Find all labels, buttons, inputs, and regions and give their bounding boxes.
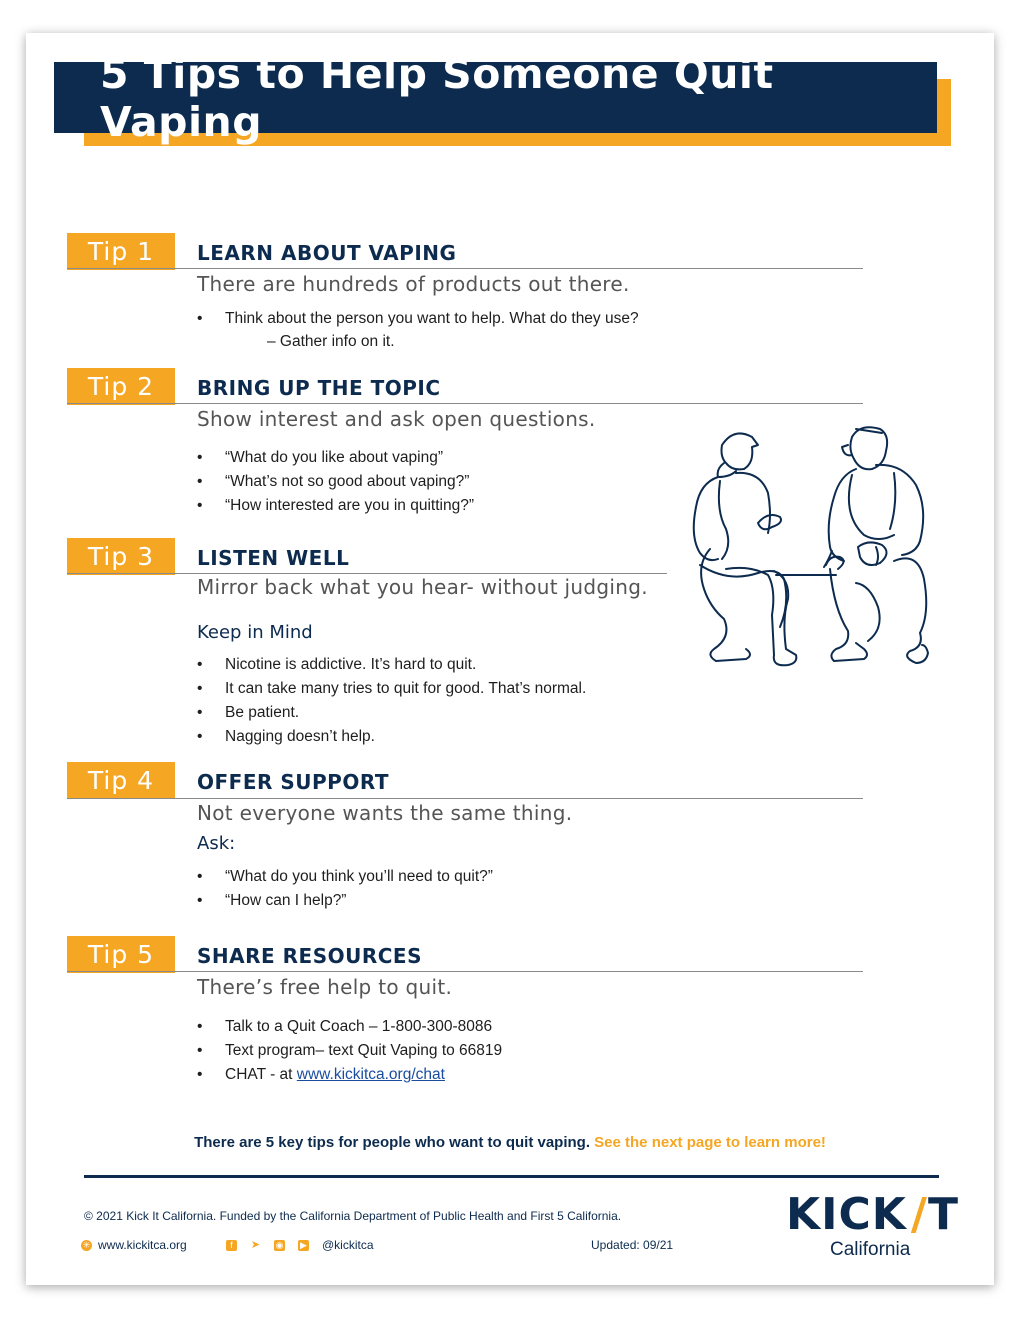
list-item: • Think about the person you want to help. What do they use? xyxy=(197,307,639,331)
list-item: • “How interested are you in quitting?” xyxy=(197,494,474,518)
copyright-text: © 2021 Kick It California. Funded by the California Department of Public Health and First 5 California. xyxy=(84,1209,622,1223)
tip-4-list xyxy=(197,865,493,913)
website-row xyxy=(81,1238,187,1252)
footer-note-text: There are 5 key tips for people who want to quit vaping. xyxy=(194,1134,590,1151)
tip-5-divider xyxy=(67,971,863,972)
globe-icon: ✳ xyxy=(82,1239,91,1250)
website-link[interactable]: www.kickitca.org xyxy=(98,1238,187,1252)
list-item: • “How can I help?” xyxy=(197,889,493,913)
two-people-talking-illustration xyxy=(680,415,940,675)
facebook-icon[interactable]: f xyxy=(226,1240,237,1251)
footer-divider xyxy=(84,1175,939,1178)
updated-date: Updated: 09/21 xyxy=(591,1238,674,1252)
tip-1-sub-item: – Gather info on it. xyxy=(267,333,395,350)
tip-4-divider xyxy=(67,798,863,799)
tip-3-divider xyxy=(67,573,667,574)
tip-5-list xyxy=(197,1015,502,1087)
list-item: • “What’s not so good about vaping?” xyxy=(197,470,474,494)
title-banner xyxy=(54,49,937,146)
list-item: • “What do you think you’ll need to quit?” xyxy=(197,865,493,889)
tip-5-subheading: There’s free help to quit. xyxy=(197,975,453,999)
tip-2-subheading: Show interest and ask open questions. xyxy=(197,407,596,431)
instagram-icon[interactable]: ◉ xyxy=(275,1239,284,1250)
tip-1-subheading: There are hundreds of products out there. xyxy=(197,272,630,296)
list-item: • Nagging doesn’t help. xyxy=(197,725,586,749)
logo-word-t: T xyxy=(927,1189,959,1240)
tip-2-list xyxy=(197,446,474,518)
twitter-icon[interactable]: ➤ xyxy=(250,1238,261,1251)
social-handle: @kickitca xyxy=(322,1238,374,1252)
tip-1-badge: Tip 1 xyxy=(67,233,175,270)
tip-3-list xyxy=(197,653,586,749)
list-item: • It can take many tries to quit for good. That’s normal. xyxy=(197,677,586,701)
tip-2-divider xyxy=(67,403,863,404)
tip-3-keep-in-mind: Keep in Mind xyxy=(197,622,313,643)
list-item: • Be patient. xyxy=(197,701,586,725)
list-item: • Text program– text Quit Vaping to 66819 xyxy=(197,1039,502,1063)
updated-row xyxy=(591,1238,673,1252)
logo-word-kick: KICK xyxy=(786,1189,907,1240)
logo-wordmark xyxy=(786,1189,959,1240)
tip-1-list xyxy=(197,307,639,331)
footer-note-cta: See the next page to learn more! xyxy=(594,1134,826,1151)
tip-2-badge: Tip 2 xyxy=(67,368,175,405)
list-item: • “What do you like about vaping” xyxy=(197,446,474,470)
page-title: 5 Tips to Help Someone Quit Vaping xyxy=(100,49,774,146)
tip-4-ask-label: Ask: xyxy=(197,833,236,854)
footer-note xyxy=(0,1134,1020,1151)
chat-link[interactable]: www.kickitca.org/chat xyxy=(296,1066,445,1083)
tip-3-badge: Tip 3 xyxy=(67,538,175,575)
logo-slash: / xyxy=(910,1189,928,1240)
tip-4-badge: Tip 4 xyxy=(67,762,175,799)
chat-prefix: CHAT - at xyxy=(225,1066,297,1083)
list-item: • Talk to a Quit Coach – 1-800-300-8086 xyxy=(197,1015,502,1039)
list-item: • Nicotine is addictive. It’s hard to quit. xyxy=(197,653,586,677)
logo-subtitle: California xyxy=(830,1239,911,1260)
tip-2-heading: BRING UP THE TOPIC xyxy=(197,376,441,400)
youtube-icon[interactable]: ▶ xyxy=(298,1240,309,1251)
tip-5-badge: Tip 5 xyxy=(67,936,175,973)
tip-1-divider xyxy=(67,268,863,269)
list-item xyxy=(197,1063,502,1087)
tip-3-subheading: Mirror back what you hear- without judging. xyxy=(197,575,648,599)
kick-it-california-logo xyxy=(786,1189,959,1261)
tip-5-heading: SHARE RESOURCES xyxy=(197,944,422,968)
tip-4-subheading: Not everyone wants the same thing. xyxy=(197,801,573,825)
tip-3-heading: LISTEN WELL xyxy=(197,546,350,570)
social-row xyxy=(226,1238,374,1252)
tip-1-heading: LEARN ABOUT VAPING xyxy=(197,241,457,265)
tip-4-heading: OFFER SUPPORT xyxy=(197,770,389,794)
